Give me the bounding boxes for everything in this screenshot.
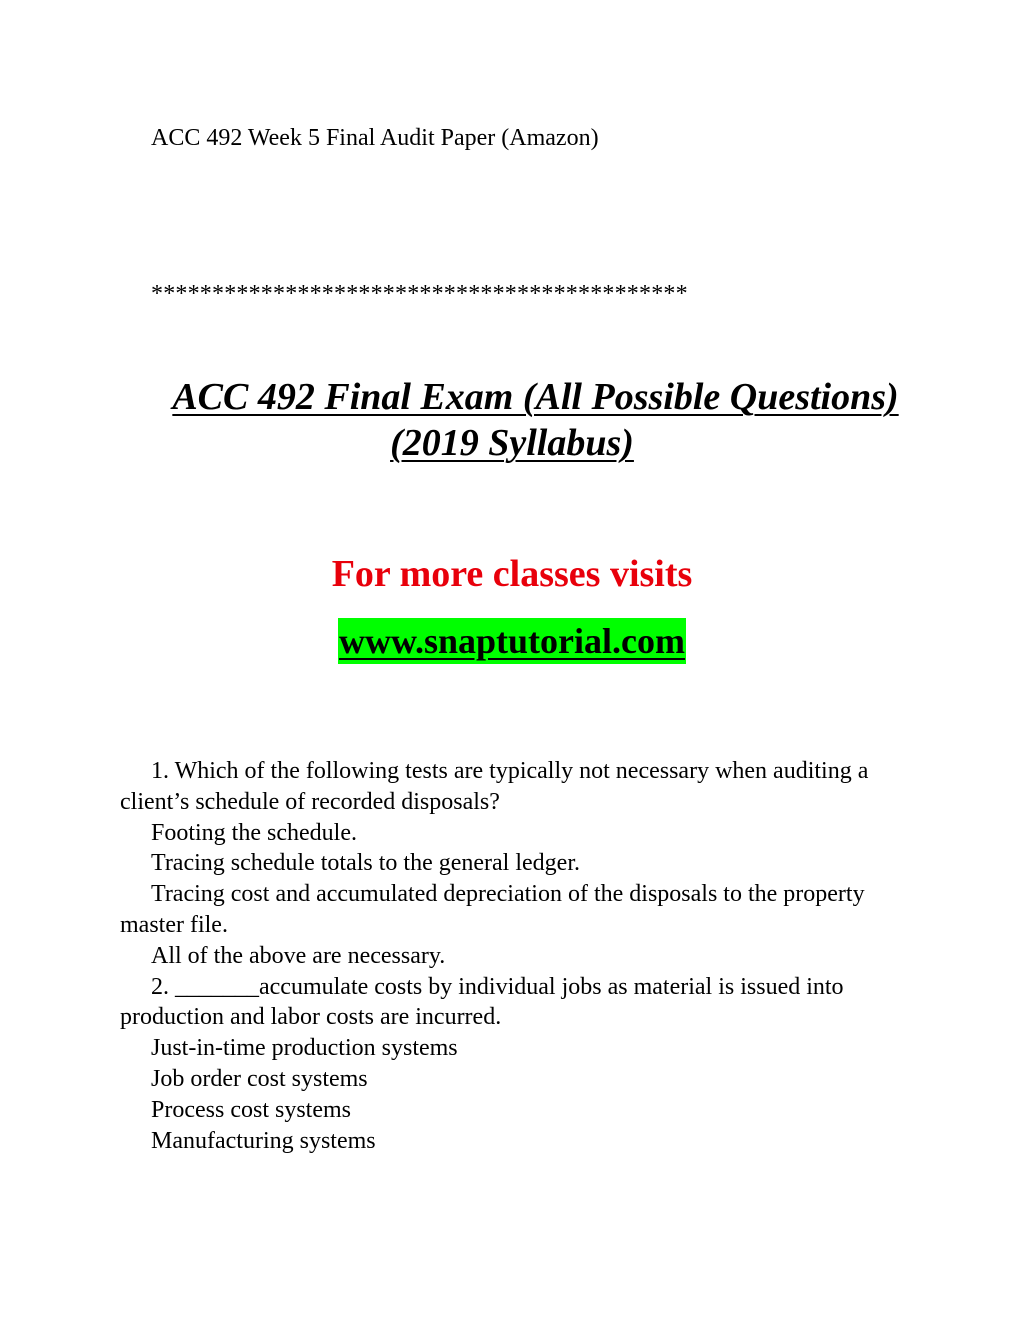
questions-section bbox=[120, 756, 900, 1156]
site-link-container bbox=[0, 618, 1024, 664]
answer-option: Just-in-time production systems bbox=[151, 1035, 458, 1062]
asterisk-separator: ******************************************** bbox=[151, 281, 688, 307]
question-text: 2. _______accumulate costs by individual jobs as material is issued into production and labor costs are incurred. bbox=[120, 973, 844, 1031]
question-text: 1. Which of the following tests are typically not necessary when auditing a client’s schedule of recorded disposals? bbox=[120, 758, 869, 815]
answer-option: Job order cost systems bbox=[151, 1065, 368, 1092]
answer-option: Footing the schedule. bbox=[151, 819, 357, 846]
answer-option: All of the above are necessary. bbox=[151, 942, 446, 969]
answer-option: Manufacturing systems bbox=[151, 1127, 376, 1154]
answer-option: Tracing schedule totals to the general ledger. bbox=[151, 850, 580, 877]
answer-option: Process cost systems bbox=[151, 1096, 351, 1123]
exam-heading-line-1: ACC 492 Final Exam (All Possible Questions) bbox=[172, 376, 899, 418]
exam-heading bbox=[0, 374, 1024, 466]
answer-option: Tracing cost and accumulated depreciation of the disposals to the property master file. bbox=[120, 881, 865, 938]
exam-heading-line-2: (2019 Syllabus) bbox=[390, 422, 634, 464]
site-link[interactable]: www.snaptutorial.com bbox=[338, 618, 686, 664]
promo-text: For more classes visits bbox=[331, 553, 693, 595]
document-title: ACC 492 Week 5 Final Audit Paper (Amazon) bbox=[151, 125, 599, 151]
